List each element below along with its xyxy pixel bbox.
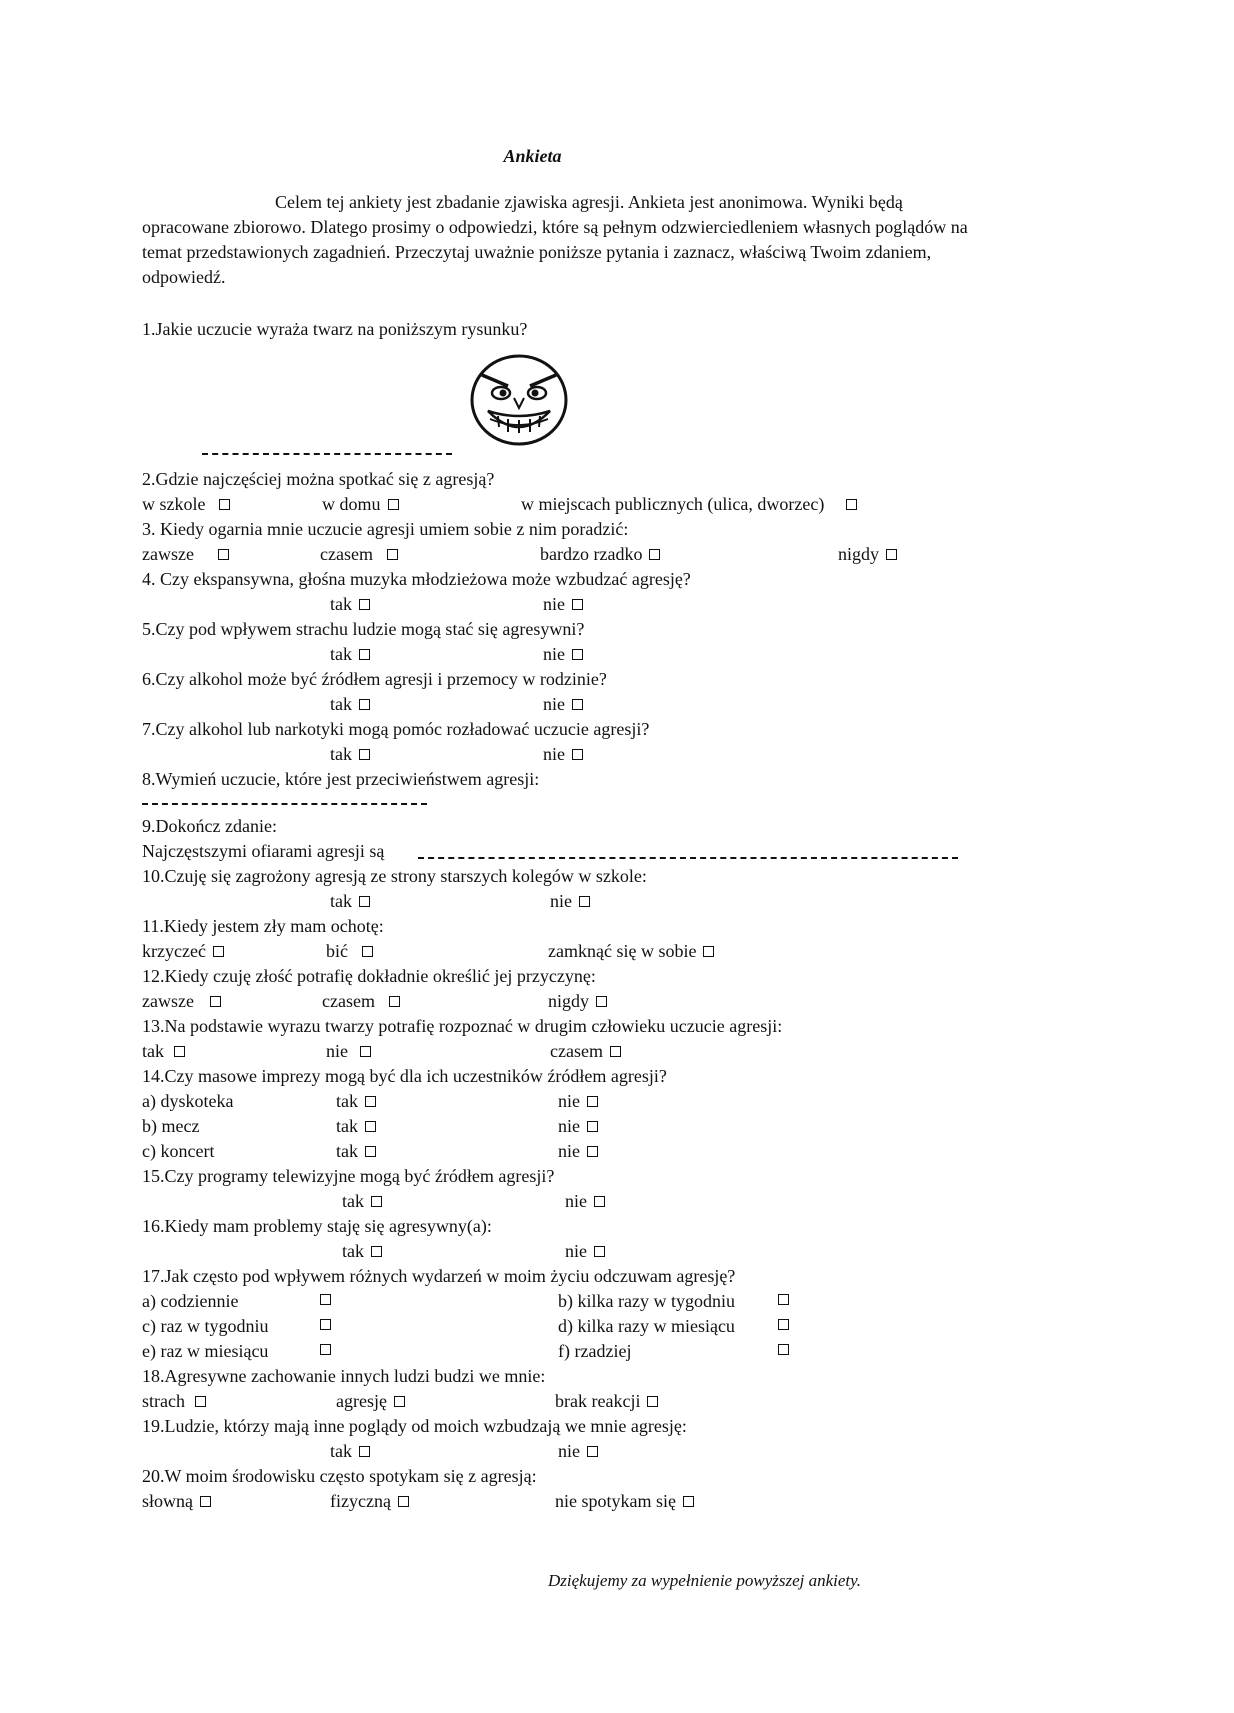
q12-option-label: zawsze xyxy=(142,991,194,1011)
q16-option-label: nie xyxy=(565,1241,587,1261)
checkbox[interactable] xyxy=(365,1121,376,1132)
q19-option-yes[interactable] xyxy=(330,1440,370,1462)
q6-option-yes[interactable] xyxy=(330,693,370,715)
q7-option-label: tak xyxy=(330,744,352,764)
q17-daily-checkbox[interactable] xyxy=(320,1294,331,1305)
checkbox[interactable] xyxy=(594,1196,605,1207)
checkbox[interactable] xyxy=(572,649,583,660)
checkbox[interactable] xyxy=(587,1446,598,1457)
q11-option-withdraw[interactable] xyxy=(548,940,714,962)
checkbox[interactable] xyxy=(210,996,221,1007)
q12-option-always[interactable] xyxy=(142,990,221,1012)
checkbox[interactable] xyxy=(218,549,229,560)
q10-option-no[interactable] xyxy=(550,890,590,912)
q17-rarer-checkbox[interactable] xyxy=(778,1344,789,1355)
q19-option-label: nie xyxy=(558,1441,580,1461)
q11-option-hit[interactable] xyxy=(326,940,373,962)
checkbox[interactable] xyxy=(360,1046,371,1057)
q20-option-label: nie spotykam się xyxy=(555,1491,676,1511)
q13-option-yes[interactable] xyxy=(142,1040,185,1062)
q15-option-no[interactable] xyxy=(565,1190,605,1212)
q17-option-monthly-once: e) raz w miesiącu xyxy=(142,1341,269,1361)
q10-option-label: tak xyxy=(330,891,352,911)
q2-label: 2.Gdzie najczęściej można spotkać się z agresją? xyxy=(142,469,495,489)
q15-option-yes[interactable] xyxy=(342,1190,382,1212)
q14-option-label: tak xyxy=(336,1141,358,1161)
q18-option-label: strach xyxy=(142,1391,185,1411)
q14-concert-no[interactable] xyxy=(558,1140,598,1162)
q14-option-label: tak xyxy=(336,1116,358,1136)
checkbox[interactable] xyxy=(359,599,370,610)
q9-label: 9.Dokończ zdanie: xyxy=(142,816,277,836)
q3-option-sometimes[interactable] xyxy=(320,543,398,565)
checkbox[interactable] xyxy=(365,1146,376,1157)
checkbox[interactable] xyxy=(587,1096,598,1107)
q17-label: 17.Jak często pod wpływem różnych wydarzeń w moim życiu odczuwam agresję? xyxy=(142,1266,736,1286)
q3-option-label: bardzo rzadko xyxy=(540,544,643,564)
q13-option-label: czasem xyxy=(550,1041,603,1061)
checkbox[interactable] xyxy=(359,699,370,710)
checkbox[interactable] xyxy=(362,946,373,957)
q6-option-label: nie xyxy=(543,694,565,714)
q3-option-always[interactable] xyxy=(142,543,229,565)
q13-option-label: tak xyxy=(142,1041,164,1061)
q3-option-label: czasem xyxy=(320,544,373,564)
q13-option-label: nie xyxy=(326,1041,348,1061)
checkbox[interactable] xyxy=(359,649,370,660)
checkbox[interactable] xyxy=(587,1121,598,1132)
q17-weekly-several-checkbox[interactable] xyxy=(778,1294,789,1305)
q6-option-label: tak xyxy=(330,694,352,714)
checkbox[interactable] xyxy=(359,896,370,907)
q18-option-no-reaction[interactable] xyxy=(555,1390,658,1412)
checkbox[interactable] xyxy=(572,699,583,710)
q5-option-label: tak xyxy=(330,644,352,664)
q2-option-public[interactable] xyxy=(521,493,857,515)
q9-sentence: Najczęstszymi ofiarami agresji są xyxy=(142,841,385,861)
q7-label: 7.Czy alkohol lub narkotyki mogą pomóc rozładować uczucie agresji? xyxy=(142,719,650,739)
q12-option-sometimes[interactable] xyxy=(322,990,400,1012)
q13-option-no[interactable] xyxy=(326,1040,371,1062)
q16-option-yes[interactable] xyxy=(342,1240,382,1262)
q18-label: 18.Agresywne zachowanie innych ludzi budzi we mnie: xyxy=(142,1366,546,1386)
q11-option-label: krzyczeć xyxy=(142,941,206,961)
checkbox[interactable] xyxy=(610,1046,621,1057)
q12-option-label: czasem xyxy=(322,991,375,1011)
q3-option-label: nigdy xyxy=(838,544,880,564)
q17-option-daily: a) codziennie xyxy=(142,1291,239,1311)
q2-option-home[interactable] xyxy=(322,493,399,515)
q20-label: 20.W moim środowisku często spotykam się z agresją: xyxy=(142,1466,537,1486)
q14-option-label: nie xyxy=(558,1091,580,1111)
q4-option-no[interactable] xyxy=(543,593,583,615)
q20-option-none[interactable] xyxy=(555,1490,694,1512)
q2-option-school[interactable] xyxy=(142,493,230,515)
q17-option-rarer: f) rzadziej xyxy=(558,1341,632,1361)
intro-line-4: odpowiedź. xyxy=(142,267,226,287)
checkbox[interactable] xyxy=(195,1396,206,1407)
q6-label: 6.Czy alkohol może być źródłem agresji i przemocy w rodzinie? xyxy=(142,669,607,689)
checkbox[interactable] xyxy=(572,749,583,760)
q2-option-label: w szkole xyxy=(142,494,206,514)
checkbox[interactable] xyxy=(365,1096,376,1107)
checkbox[interactable] xyxy=(394,1396,405,1407)
q14-concert-yes[interactable] xyxy=(336,1140,376,1162)
q17-option-monthly-several: d) kilka razy w miesiącu xyxy=(558,1316,735,1336)
checkbox[interactable] xyxy=(200,1496,211,1507)
q8-answer-line[interactable] xyxy=(142,803,427,805)
checkbox[interactable] xyxy=(359,1446,370,1457)
q12-label: 12.Kiedy czuję złość potrafię dokładnie określić jej przyczynę: xyxy=(142,966,596,986)
q4-option-label: nie xyxy=(543,594,565,614)
q3-option-never[interactable] xyxy=(838,543,897,565)
q14-option-label: tak xyxy=(336,1091,358,1111)
q14-option-label: nie xyxy=(558,1116,580,1136)
q7-option-yes[interactable] xyxy=(330,743,370,765)
checkbox[interactable] xyxy=(359,749,370,760)
q19-option-label: tak xyxy=(330,1441,352,1461)
q14-option-label: nie xyxy=(558,1141,580,1161)
q19-label: 19.Ludzie, którzy mają inne poglądy od moich wzbudzają we mnie agresję: xyxy=(142,1416,687,1436)
q8-label: 8.Wymień uczucie, które jest przeciwieństwem agresji: xyxy=(142,769,540,789)
q10-option-label: nie xyxy=(550,891,572,911)
q17-option-weekly-several: b) kilka razy w tygodniu xyxy=(558,1291,735,1311)
q5-option-no[interactable] xyxy=(543,643,583,665)
q5-label: 5.Czy pod wpływem strachu ludzie mogą stać się agresywni? xyxy=(142,619,585,639)
q20-option-verbal[interactable] xyxy=(142,1490,211,1512)
checkbox[interactable] xyxy=(683,1496,694,1507)
intro-line-2: opracowane zbiorowo. Dlatego prosimy o odpowiedzi, które są pełnym odzwierciedleniem własnych poglądów na xyxy=(142,217,968,237)
q3-option-rarely[interactable] xyxy=(540,543,660,565)
q14-label: 14.Czy masowe imprezy mogą być dla ich uczestników źródłem agresji? xyxy=(142,1066,667,1086)
q5-option-label: nie xyxy=(543,644,565,664)
q10-label: 10.Czuję się zagrożony agresją ze strony starszych kolegów w szkole: xyxy=(142,866,647,886)
q11-option-label: zamknąć się w sobie xyxy=(548,941,697,961)
q18-option-label: brak reakcji xyxy=(555,1391,641,1411)
q11-option-shout[interactable] xyxy=(142,940,224,962)
checkbox[interactable] xyxy=(572,599,583,610)
q1-answer-line[interactable] xyxy=(202,453,452,455)
q14-disco-no[interactable] xyxy=(558,1090,598,1112)
q18-option-fear[interactable] xyxy=(142,1390,206,1412)
q18-option-label: agresję xyxy=(336,1391,387,1411)
checkbox[interactable] xyxy=(649,549,660,560)
checkbox[interactable] xyxy=(398,1496,409,1507)
q14-match-yes[interactable] xyxy=(336,1115,376,1137)
q1-label: 1.Jakie uczucie wyraża twarz na poniższym rysunku? xyxy=(142,319,528,339)
checkbox[interactable] xyxy=(371,1246,382,1257)
checkbox[interactable] xyxy=(587,1146,598,1157)
q16-label: 16.Kiedy mam problemy staję się agresywny(a): xyxy=(142,1216,492,1236)
q10-option-yes[interactable] xyxy=(330,890,370,912)
checkbox[interactable] xyxy=(389,996,400,1007)
q4-label: 4. Czy ekspansywna, głośna muzyka młodzieżowa może wzbudzać agresję? xyxy=(142,569,691,589)
q5-option-yes[interactable] xyxy=(330,643,370,665)
checkbox[interactable] xyxy=(579,896,590,907)
q3-label: 3. Kiedy ogarnia mnie uczucie agresji umiem sobie z nim poradzić: xyxy=(142,519,629,539)
checkbox[interactable] xyxy=(886,549,897,560)
checkbox[interactable] xyxy=(219,499,230,510)
q17-option-weekly-once: c) raz w tygodniu xyxy=(142,1316,269,1336)
angry-face-icon xyxy=(468,353,570,447)
q20-option-label: fizyczną xyxy=(330,1491,391,1511)
q14-match-no[interactable] xyxy=(558,1115,598,1137)
q19-option-no[interactable] xyxy=(558,1440,598,1462)
q9-answer-line[interactable] xyxy=(418,857,958,859)
q17-monthly-several-checkbox[interactable] xyxy=(778,1319,789,1330)
checkbox[interactable] xyxy=(594,1246,605,1257)
q16-option-label: tak xyxy=(342,1241,364,1261)
checkbox[interactable] xyxy=(213,946,224,957)
q16-option-no[interactable] xyxy=(565,1240,605,1262)
q6-option-no[interactable] xyxy=(543,693,583,715)
document-title: Ankieta xyxy=(503,146,562,166)
q20-option-label: słowną xyxy=(142,1491,193,1511)
q14-item-concert: c) koncert xyxy=(142,1141,215,1161)
q12-option-label: nigdy xyxy=(548,991,590,1011)
q13-option-sometimes[interactable] xyxy=(550,1040,621,1062)
q14-item-disco: a) dyskoteka xyxy=(142,1091,234,1111)
thank-you-note: Dziękujemy za wypełnienie powyższej ankiety. xyxy=(548,1571,861,1590)
q11-option-label: bić xyxy=(326,941,348,961)
checkbox[interactable] xyxy=(596,996,607,1007)
q18-option-aggression[interactable] xyxy=(336,1390,405,1412)
checkbox[interactable] xyxy=(387,549,398,560)
q4-option-yes[interactable] xyxy=(330,593,370,615)
checkbox[interactable] xyxy=(371,1196,382,1207)
checkbox[interactable] xyxy=(703,946,714,957)
q13-label: 13.Na podstawie wyrazu twarzy potrafię rozpoznać w drugim człowieku uczucie agresji: xyxy=(142,1016,783,1036)
q12-option-never[interactable] xyxy=(548,990,607,1012)
q15-label: 15.Czy programy telewizyjne mogą być źródłem agresji? xyxy=(142,1166,555,1186)
q15-option-label: nie xyxy=(565,1191,587,1211)
intro-line-3: temat przedstawionych zagadnień. Przeczytaj uważnie poniższe pytania i zaznacz, właściwą Twoim zdaniem, xyxy=(142,242,932,262)
q2-option-label: w domu xyxy=(322,494,381,514)
q7-option-label: nie xyxy=(543,744,565,764)
q15-option-label: tak xyxy=(342,1191,364,1211)
intro-line-1: Celem tej ankiety jest zbadanie zjawiska agresji. Ankieta jest anonimowa. Wyniki będą xyxy=(275,192,903,212)
q4-option-label: tak xyxy=(330,594,352,614)
q3-option-label: zawsze xyxy=(142,544,194,564)
q11-label: 11.Kiedy jestem zły mam ochotę: xyxy=(142,916,384,936)
checkbox[interactable] xyxy=(388,499,399,510)
q17-monthly-once-checkbox[interactable] xyxy=(320,1344,331,1355)
checkbox[interactable] xyxy=(647,1396,658,1407)
q7-option-no[interactable] xyxy=(543,743,583,765)
q2-option-label: w miejscach publicznych (ulica, dworzec) xyxy=(521,494,825,514)
checkbox[interactable] xyxy=(174,1046,185,1057)
checkbox[interactable] xyxy=(846,499,857,510)
q20-option-physical[interactable] xyxy=(330,1490,409,1512)
q17-weekly-once-checkbox[interactable] xyxy=(320,1319,331,1330)
q14-disco-yes[interactable] xyxy=(336,1090,376,1112)
q14-item-match: b) mecz xyxy=(142,1116,200,1136)
